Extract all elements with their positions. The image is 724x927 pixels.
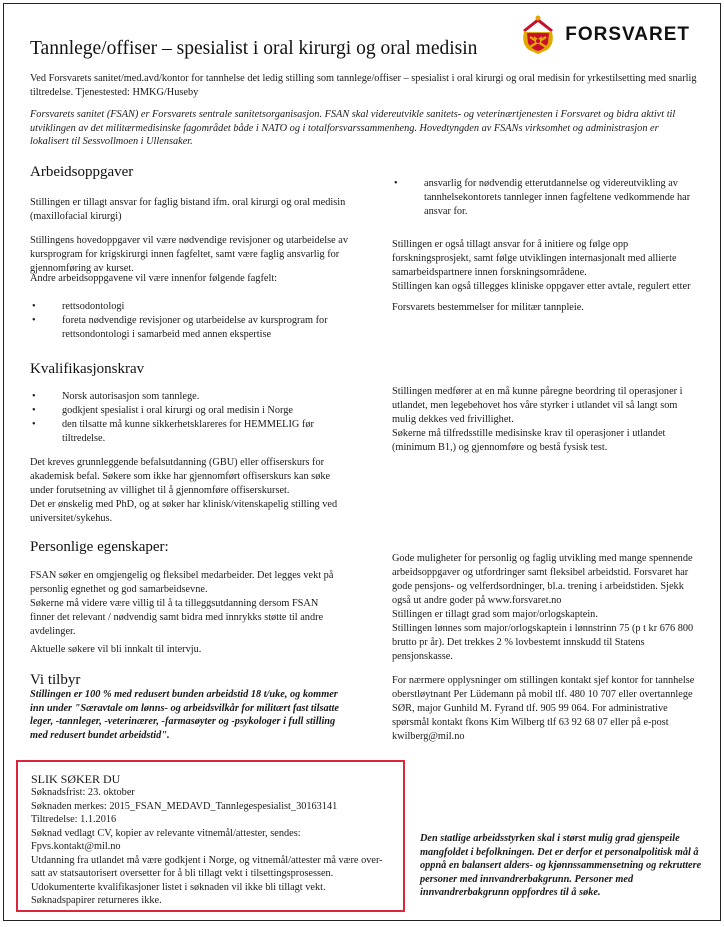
qualifications-right-paragraph-1: Stillingen medfører at en må kunne påregne beordring til operasjoner i utlandet, men legebehovet hos våre styrker i utlandet vil så langt som mulig dekkes ved frivillighet. bbox=[392, 386, 683, 425]
forsvaret-logo bbox=[517, 14, 690, 56]
section-heading-tasks: Arbeidsoppgaver bbox=[30, 164, 134, 180]
application-details bbox=[31, 786, 401, 908]
application-heading: SLIK SØKER DU bbox=[31, 772, 121, 786]
list-item: • godkjent spesialist i oral kirurgi og oral medisin i Norge bbox=[30, 404, 330, 418]
intro-paragraph: Ved Forsvarets sanitet/med.avd/kontor for tannhelse det ledig stilling som tannlege/offiser – spesialist i oral kirurgi og oral medisin for yrkestilsetting med snarlig tiltredelse. Tjenestested: HMKG/Huseby bbox=[30, 73, 697, 98]
qualifications-bullet-list bbox=[30, 390, 330, 446]
tasks-paragraph-3: Andre arbeidsoppgavene vil være innenfor følgende fagfelt: bbox=[30, 273, 278, 284]
crest-icon bbox=[517, 14, 559, 56]
job-advertisement bbox=[3, 3, 721, 921]
tasks-paragraph-1: Stillingen er tillagt ansvar for faglig bistand ifm. oral kirurgi og oral medisin (maxillofacial kirurgi) bbox=[30, 197, 346, 222]
personal-right-paragraph-1: Gode muligheter for personlig og faglig utvikling med mange spennende arbeidsoppgaver og utfordringer samt fleksibel arbeidstid. Forsvaret har gode pensjons- og velferdsordninger, bl.a. trening i arbeidstiden. Sjekk også ut andre goder på www.forsvaret.no bbox=[392, 553, 693, 606]
tasks-bullet-list bbox=[30, 300, 350, 342]
list-item: • Norsk autorisasjon som tannlege. bbox=[30, 390, 330, 404]
section-heading-we-offer: Vi tilbyr bbox=[30, 672, 81, 688]
application-line: Utdanning fra utlandet må være godkjent i Norge, og vitnemål/attester må være over- bbox=[31, 854, 383, 866]
tasks-paragraph-2: Stillingens hovedoppgaver vil være nødvendige revisjoner og utarbeidelse av kursprogram for krigskirurgi innen fagfeltet, samt være faglig ansvarlig for gjennomføring av kurset. bbox=[30, 235, 348, 274]
application-info-box bbox=[16, 760, 405, 912]
tasks-right-bullet-list bbox=[392, 177, 692, 219]
application-line: Tiltredelse: 1.1.2016 bbox=[31, 814, 117, 825]
contact-information: For nærmere opplysninger om stillingen kontakt sjef kontor for tannhelse oberstløytnant Per Lüdemann på mobil tlf. 480 10 707 eller overtannlege SØR, major Gunhild M. Fyrand tlf. 905 99 064. For administrative spørsmål kontakt fkons Kim Wilberg tlf 63 92 68 07 eller på e-post kwilberg@mil.no bbox=[392, 675, 695, 742]
job-title: Tannlege/offiser – spesialist i oral kirurgi og oral medisin bbox=[30, 38, 478, 59]
personal-paragraph-2: Søkerne må videre være villig til å ta tilleggsutdanning dersom FSAN finner det relevant / nødvendig samt bidra med innrykks støtte til andre avdelinger. bbox=[30, 598, 324, 637]
tasks-right-paragraph-2: Stillingen kan også tillegges kliniske oppgaver etter avtale, regulert etter bbox=[392, 281, 691, 292]
personal-right-paragraph-3: Stillingen lønnes som major/orlogskaptein i lønnstrinn 75 (p t kr 676 800 brutto pr år). Det trekkes 2 % lovbestemt innskudd til Statens pensjonskasse. bbox=[392, 623, 694, 662]
application-line: Søknadsfrist: 23. oktober bbox=[31, 787, 135, 798]
list-item: • foreta nødvendige revisjoner og utarbeidelse av kursprogram for rettsondontologi i samarbeid med annen ekspertise bbox=[30, 314, 350, 342]
section-heading-personal-qualities: Personlige egenskaper: bbox=[30, 539, 169, 555]
qualifications-paragraph-1: Det kreves grunnleggende befalsutdanning (GBU) eller offiserskurs for akademisk befal. Søkere som ikke har gjennomført offiserskurs kan søke under forutsetning av villighet til å gjennomføre offiserskurset. bbox=[30, 457, 331, 496]
application-line: Søknaden merkes: 2015_FSAN_MEDAVD_Tannlegespesialist_30163141 bbox=[31, 800, 338, 812]
application-email-link[interactable]: Fpvs.kontakt@mil.no bbox=[31, 841, 121, 852]
organization-description: Forsvarets sanitet (FSAN) er Forsvarets sentrale sanitetsorganisasjon. FSAN skal videreutvikle sanitets- og veterinærtjenesten i Forsvaret og bidra aktivt til utviklingen av det militærmedisinske fagområdet både i NATO og i totalforsvarssammenheng. Hovedtyngden av FSANs virksomhet og administrasjon er lokalisert til Sessvollmoen i Ullensaker. bbox=[30, 109, 676, 147]
qualifications-right-paragraph-2: Søkerne må tilfredsstille medisinske krav til operasjoner i utlandet (minimum B1,) og gjennomføre og bestå fysisk test. bbox=[392, 428, 666, 453]
section-heading-qualifications: Kvalifikasjonskrav bbox=[30, 361, 145, 377]
logo-wordmark: FORSVARET bbox=[565, 24, 690, 45]
application-line: Udokumenterte kvalifikasjoner listet i søknaden vil ikke bli tillagt vekt. bbox=[31, 881, 326, 893]
list-item: • den tilsatte må kunne sikkerhetsklareres for HEMMELIG før tiltredelse. bbox=[30, 418, 330, 446]
application-line: satt av statsautorisert oversetter for å bli tillagt vekt i tilsettingsprosessen. bbox=[31, 868, 334, 879]
application-line: Søknadspapirer returneres ikke. bbox=[31, 895, 162, 906]
personal-right-paragraph-2: Stillingen er tillagt grad som major/orlogskaptein. bbox=[392, 609, 598, 620]
we-offer-text: Stillingen er 100 % med redusert bunden arbeidstid 18 t/uke, og kommer inn under "Særavtale om lønns- og arbeidsvilkår for militært fast tilsatte leger, -tannleger, -veterinærer, -farmasøyter og -psykologer i full stilling med redusert bundet arbeidstid". bbox=[30, 689, 339, 741]
personal-paragraph-1: FSAN søker en omgjengelig og fleksibel medarbeider. Det legges vekt på personlig egnethet og god samarbeidsevne. bbox=[30, 570, 334, 595]
qualifications-paragraph-2: Det er ønskelig med PhD, og at søker har klinisk/vitenskapelig stilling ved universitet/sykehus. bbox=[30, 499, 338, 524]
tasks-right-paragraph-1: Stillingen er også tillagt ansvar for å initiere og følge opp forskningsprosjekt, samt følge utviklingen internasjonalt med allierte samarbeidspartnere innen forskningsområdene. bbox=[392, 239, 677, 278]
diversity-statement: Den statlige arbeidsstyrken skal i størst mulig grad gjenspeile mangfoldet i befolkningen. Det er derfor et personalpolitisk mål å oppnå en balansert alders- og kjønnssammensetning og rekruttere personer med innvandrerbakgrunn. Personer med innvandrerbakgrunn oppfordres til å søke. bbox=[420, 833, 702, 898]
personal-paragraph-3: Aktuelle søkere vil bli innkalt til intervju. bbox=[30, 644, 202, 655]
list-item: • rettsodontologi bbox=[30, 300, 350, 314]
list-item: • ansvarlig for nødvendig etterutdannelse og videreutvikling av tannhelsekontorets tannleger innen fagfeltene vedkommende har ansvar for. bbox=[392, 177, 692, 219]
tasks-right-paragraph-3: Forsvarets bestemmelser for militær tannpleie. bbox=[392, 302, 584, 313]
application-line: Søknad vedlagt CV, kopier av relevante vitnemål/attester, sendes: bbox=[31, 827, 301, 839]
